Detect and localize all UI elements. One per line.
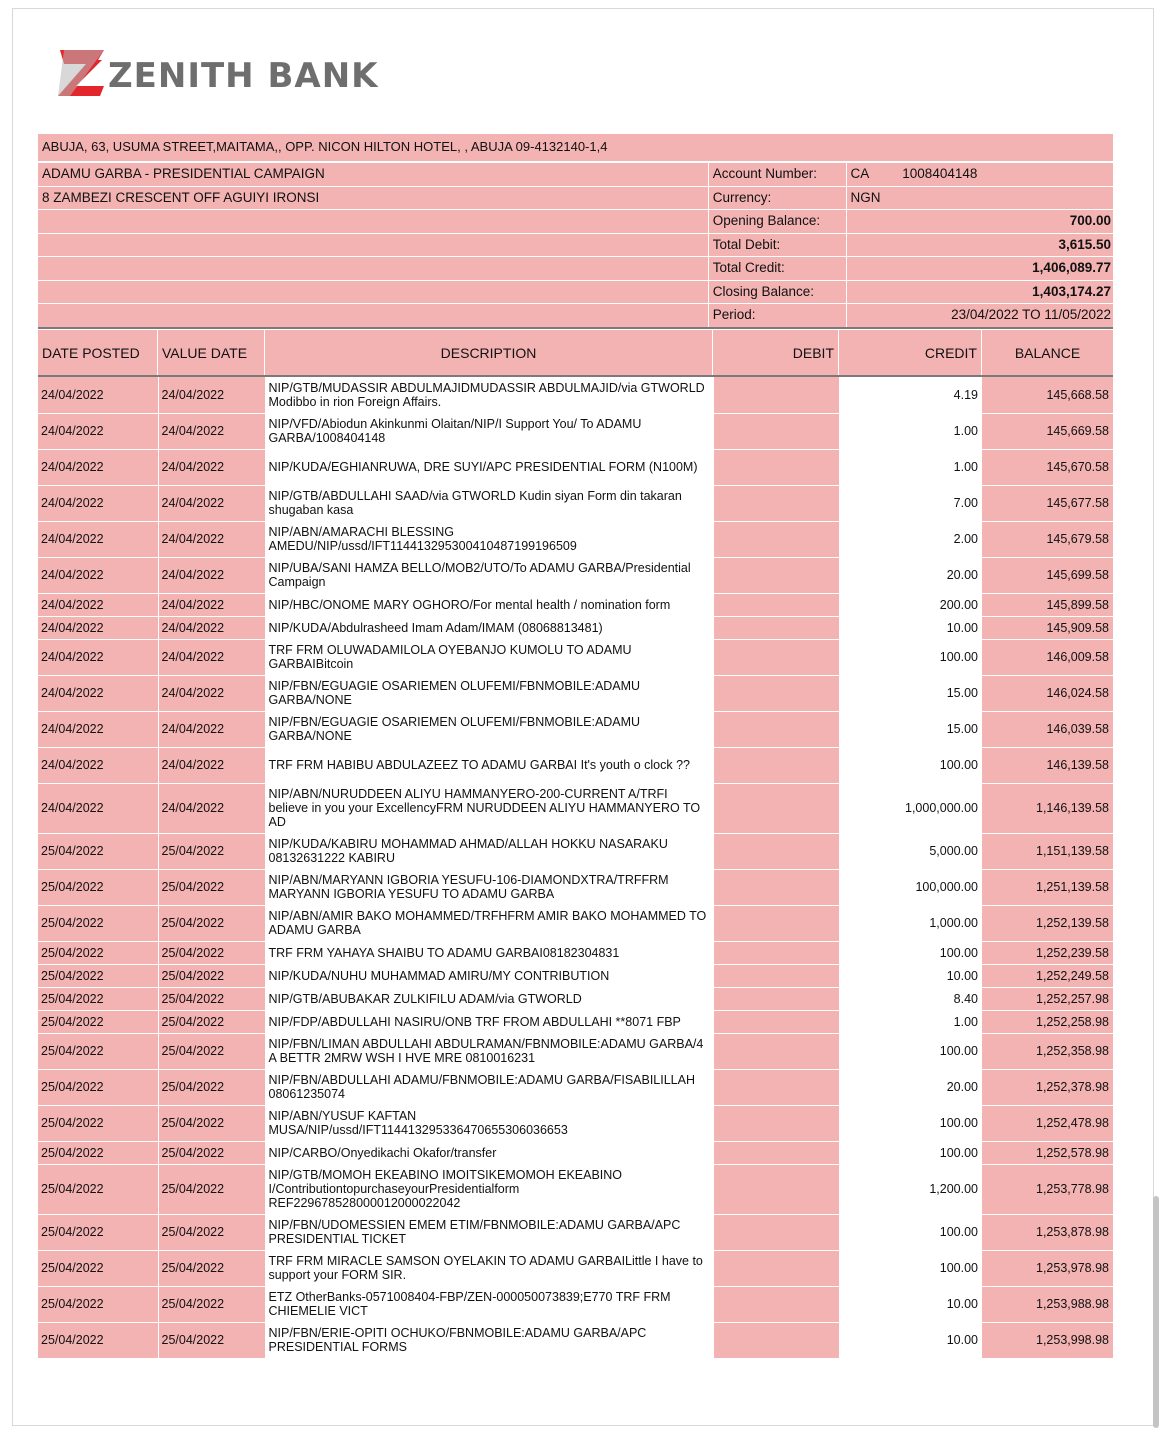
credit-cell: 4.19 (839, 377, 982, 413)
date-posted-cell: 24/04/2022 (38, 747, 158, 783)
table-row (38, 941, 1113, 964)
customer-name: ADAMU GARBA - PRESIDENTIAL CAMPAIGN (38, 163, 708, 187)
col-value-date: VALUE DATE (158, 330, 265, 375)
closing-balance-label: Closing Balance: (709, 281, 846, 305)
col-date-posted: DATE POSTED (38, 330, 158, 375)
value-date-cell: 25/04/2022 (158, 869, 265, 905)
balance-cell: 145,679.58 (982, 521, 1113, 557)
credit-cell: 100.00 (839, 1141, 982, 1164)
balance-cell: 145,899.58 (982, 593, 1113, 616)
balance-cell: 146,039.58 (982, 711, 1113, 747)
value-date-cell: 24/04/2022 (158, 377, 265, 413)
period-label: Period: (709, 304, 846, 328)
balance-cell: 145,670.58 (982, 449, 1113, 485)
description-cell: TRF FRM OLUWADAMILOLA OYEBANJO KUMOLU TO ADAMU GARBAIBitcoin (265, 639, 713, 675)
currency-label: Currency: (709, 187, 846, 211)
description-cell: NIP/KUDA/Abdulrasheed Imam Adam/IMAM (08068813481) (265, 616, 713, 639)
balance-cell: 145,909.58 (982, 616, 1113, 639)
transactions-table (38, 377, 1113, 1359)
table-row (38, 1141, 1113, 1164)
value-date-cell: 24/04/2022 (158, 557, 265, 593)
description-cell: NIP/HBC/ONOME MARY OGHORO/For mental health / nomination form (265, 593, 713, 616)
value-date-cell: 25/04/2022 (158, 833, 265, 869)
value-date-cell: 25/04/2022 (158, 987, 265, 1010)
account-number-label: Account Number: (709, 163, 846, 187)
value-date-cell: 24/04/2022 (158, 675, 265, 711)
account-number-value (847, 163, 1114, 187)
description-cell: TRF FRM HABIBU ABDULAZEEZ TO ADAMU GARBAI It's youth o clock ?? (265, 747, 713, 783)
date-posted-cell: 24/04/2022 (38, 485, 158, 521)
date-posted-cell: 25/04/2022 (38, 1164, 158, 1214)
credit-cell: 20.00 (839, 1069, 982, 1105)
table-row (38, 833, 1113, 869)
table-row (38, 593, 1113, 616)
balance-cell: 1,253,878.98 (982, 1214, 1113, 1250)
table-row (38, 557, 1113, 593)
total-credit-label: Total Credit: (709, 257, 846, 281)
credit-cell: 100.00 (839, 1214, 982, 1250)
col-balance: BALANCE (1014, 345, 1081, 361)
debit-cell (713, 987, 839, 1010)
table-row (38, 616, 1113, 639)
credit-cell: 2.00 (839, 521, 982, 557)
date-posted-cell: 25/04/2022 (38, 1033, 158, 1069)
zenith-z-logo-icon (58, 46, 106, 98)
scrollbar[interactable] (1153, 1196, 1159, 1428)
table-row (38, 1164, 1113, 1214)
credit-cell: 10.00 (839, 616, 982, 639)
date-posted-cell: 25/04/2022 (38, 941, 158, 964)
balance-cell: 1,252,249.58 (982, 964, 1113, 987)
debit-cell (713, 1010, 839, 1033)
table-row (38, 1010, 1113, 1033)
balance-cell: 1,253,778.98 (982, 1164, 1113, 1214)
opening-balance-label: Opening Balance: (709, 210, 846, 234)
statement-header (38, 134, 1113, 328)
value-date-cell: 25/04/2022 (158, 1141, 265, 1164)
table-header (38, 330, 1113, 375)
description-cell: NIP/FDP/ABDULLAHI NASIRU/ONB TRF FROM ABDULLAHI **8071 FBP (265, 1010, 713, 1033)
date-posted-cell: 24/04/2022 (38, 616, 158, 639)
debit-cell (713, 869, 839, 905)
balance-cell: 1,253,988.98 (982, 1286, 1113, 1322)
debit-cell (713, 941, 839, 964)
date-posted-cell: 25/04/2022 (38, 1214, 158, 1250)
description-cell: NIP/KUDA/EGHIANRUWA, DRE SUYI/APC PRESIDENTIAL FORM (N100M) (265, 449, 713, 485)
table-row (38, 747, 1113, 783)
date-posted-cell: 25/04/2022 (38, 987, 158, 1010)
credit-cell: 10.00 (839, 1286, 982, 1322)
date-posted-cell: 24/04/2022 (38, 593, 158, 616)
description-cell: NIP/ABN/YUSUF KAFTAN MUSA/NIP/ussd/IFT114413295336470655306036653 (265, 1105, 713, 1141)
credit-cell: 20.00 (839, 557, 982, 593)
balance-cell: 146,009.58 (982, 639, 1113, 675)
description-cell: NIP/FBN/EGUAGIE OSARIEMEN OLUFEMI/FBNMOBILE:ADAMU GARBA/NONE (265, 675, 713, 711)
credit-cell: 10.00 (839, 964, 982, 987)
credit-cell: 100.00 (839, 639, 982, 675)
description-cell: NIP/GTB/ABUBAKAR ZULKIFILU ADAM/via GTWORLD (265, 987, 713, 1010)
total-debit-label: Total Debit: (709, 234, 846, 258)
credit-cell: 1.00 (839, 413, 982, 449)
opening-balance-value: 700.00 (847, 210, 1114, 234)
balance-cell: 1,251,139.58 (982, 869, 1113, 905)
description-cell: NIP/GTB/MOMOH EKEABINO IMOITSIKEMOMOH EKEABINO I/ContributiontopurchaseyourPresidentialform REF229678528000012000022042 (265, 1164, 713, 1214)
value-date-cell: 24/04/2022 (158, 485, 265, 521)
col-description: DESCRIPTION (265, 330, 713, 375)
value-date-cell: 24/04/2022 (158, 616, 265, 639)
balance-cell: 1,252,358.98 (982, 1033, 1113, 1069)
debit-cell (713, 1322, 839, 1358)
debit-cell (713, 639, 839, 675)
description-cell: NIP/FBN/ABDULLAHI ADAMU/FBNMOBILE:ADAMU GARBA/FISABILILLAH 08061235074 (265, 1069, 713, 1105)
description-cell: NIP/ABN/AMIR BAKO MOHAMMED/TRFHFRM AMIR BAKO MOHAMMED TO ADAMU GARBA (265, 905, 713, 941)
table-row (38, 1322, 1113, 1358)
value-date-cell: 25/04/2022 (158, 941, 265, 964)
value-date-cell: 24/04/2022 (158, 521, 265, 557)
col-credit: CREDIT (839, 330, 982, 375)
date-posted-cell: 24/04/2022 (38, 413, 158, 449)
date-posted-cell: 24/04/2022 (38, 377, 158, 413)
date-posted-cell: 24/04/2022 (38, 557, 158, 593)
credit-cell: 15.00 (839, 711, 982, 747)
table-row (38, 1105, 1113, 1141)
debit-cell (713, 449, 839, 485)
description-cell: TRF FRM MIRACLE SAMSON OYELAKIN TO ADAMU GARBAILittle I have to support your FORM SIR. (265, 1250, 713, 1286)
credit-cell: 10.00 (839, 1322, 982, 1358)
debit-cell (713, 1033, 839, 1069)
date-posted-cell: 25/04/2022 (38, 1105, 158, 1141)
description-cell: NIP/VFD/Abiodun Akinkunmi Olaitan/NIP/I Support You/ To ADAMU GARBA/1008404148 (265, 413, 713, 449)
credit-cell: 100.00 (839, 747, 982, 783)
description-cell: NIP/FBN/EGUAGIE OSARIEMEN OLUFEMI/FBNMOBILE:ADAMU GARBA/NONE (265, 711, 713, 747)
table-row (38, 987, 1113, 1010)
debit-cell (713, 1141, 839, 1164)
credit-cell: 100.00 (839, 1033, 982, 1069)
table-row (38, 1250, 1113, 1286)
value-date-cell: 24/04/2022 (158, 783, 265, 833)
debit-cell (713, 377, 839, 413)
value-date-cell: 25/04/2022 (158, 1322, 265, 1358)
value-date-cell: 25/04/2022 (158, 905, 265, 941)
debit-cell (713, 485, 839, 521)
date-posted-cell: 24/04/2022 (38, 521, 158, 557)
credit-cell: 1.00 (839, 1010, 982, 1033)
credit-cell: 1.00 (839, 449, 982, 485)
balance-cell: 146,139.58 (982, 747, 1113, 783)
balance-cell: 145,669.58 (982, 413, 1113, 449)
customer-address: 8 ZAMBEZI CRESCENT OFF AGUIYI IRONSI (38, 187, 708, 211)
description-cell: NIP/CARBO/Onyedikachi Okafor/transfer (265, 1141, 713, 1164)
balance-cell: 1,146,139.58 (982, 783, 1113, 833)
balance-cell: 1,253,998.98 (982, 1322, 1113, 1358)
description-cell: NIP/FBN/LIMAN ABDULLAHI ABDULRAMAN/FBNMOBILE:ADAMU GARBA/4 A BETTR 2MRW WSH I HVE MRE 0810016231 (265, 1033, 713, 1069)
description-cell: TRF FRM YAHAYA SHAIBU TO ADAMU GARBAI08182304831 (265, 941, 713, 964)
date-posted-cell: 24/04/2022 (38, 449, 158, 485)
table-row (38, 1286, 1113, 1322)
currency-value: NGN (847, 187, 1114, 211)
balance-cell: 1,252,239.58 (982, 941, 1113, 964)
credit-cell: 15.00 (839, 675, 982, 711)
date-posted-cell: 25/04/2022 (38, 1250, 158, 1286)
value-date-cell: 25/04/2022 (158, 1214, 265, 1250)
balance-cell: 1,252,139.58 (982, 905, 1113, 941)
table-row (38, 905, 1113, 941)
date-posted-cell: 25/04/2022 (38, 1286, 158, 1322)
debit-cell (713, 521, 839, 557)
credit-cell: 1,200.00 (839, 1164, 982, 1214)
value-date-cell: 24/04/2022 (158, 449, 265, 485)
debit-cell (713, 783, 839, 833)
balance-cell: 1,151,139.58 (982, 833, 1113, 869)
period-value: 23/04/2022 TO 11/05/2022 (847, 304, 1114, 328)
table-row (38, 521, 1113, 557)
table-row (38, 1214, 1113, 1250)
description-cell: NIP/KUDA/NUHU MUHAMMAD AMIRU/MY CONTRIBUTION (265, 964, 713, 987)
date-posted-cell: 25/04/2022 (38, 1322, 158, 1358)
balance-cell: 145,677.58 (982, 485, 1113, 521)
credit-cell: 100.00 (839, 941, 982, 964)
debit-cell (713, 593, 839, 616)
date-posted-cell: 25/04/2022 (38, 1141, 158, 1164)
value-date-cell: 25/04/2022 (158, 1250, 265, 1286)
balance-cell: 1,252,578.98 (982, 1141, 1113, 1164)
description-cell: NIP/GTB/ABDULLAHI SAAD/via GTWORLD Kudin siyan Form din takaran shugaban kasa (265, 485, 713, 521)
value-date-cell: 24/04/2022 (158, 593, 265, 616)
value-date-cell: 25/04/2022 (158, 1010, 265, 1033)
date-posted-cell: 25/04/2022 (38, 833, 158, 869)
table-row (38, 675, 1113, 711)
debit-cell (713, 747, 839, 783)
debit-cell (713, 1214, 839, 1250)
description-cell: NIP/ABN/MARYANN IGBORIA YESUFU-106-DIAMONDXTRA/TRFFRM MARYANN IGBORIA YESUFU TO ADAMU GARBA (265, 869, 713, 905)
balance-cell: 145,668.58 (982, 377, 1113, 413)
description-cell: NIP/UBA/SANI HAMZA BELLO/MOB2/UTO/To ADAMU GARBA/Presidential Campaign (265, 557, 713, 593)
table-row (38, 413, 1113, 449)
total-credit-value: 1,406,089.77 (847, 257, 1114, 281)
balance-cell: 146,024.58 (982, 675, 1113, 711)
total-debit-value: 3,615.50 (847, 234, 1114, 258)
date-posted-cell: 25/04/2022 (38, 905, 158, 941)
debit-cell (713, 1105, 839, 1141)
balance-cell: 1,252,478.98 (982, 1105, 1113, 1141)
table-row (38, 377, 1113, 413)
description-cell: NIP/FBN/ERIE-OPITI OCHUKO/FBNMOBILE:ADAMU GARBA/APC PRESIDENTIAL FORMS (265, 1322, 713, 1358)
balance-cell: 145,699.58 (982, 557, 1113, 593)
debit-cell (713, 905, 839, 941)
date-posted-cell: 25/04/2022 (38, 1069, 158, 1105)
table-row (38, 1069, 1113, 1105)
date-posted-cell: 24/04/2022 (38, 783, 158, 833)
date-posted-cell: 24/04/2022 (38, 675, 158, 711)
description-cell: NIP/GTB/MUDASSIR ABDULMAJIDMUDASSIR ABDULMAJID/via GTWORLD Modibbo in rion Foreign Affairs. (265, 377, 713, 413)
balance-cell: 1,253,978.98 (982, 1250, 1113, 1286)
closing-balance-value: 1,403,174.27 (847, 281, 1114, 305)
debit-cell (713, 616, 839, 639)
debit-cell (713, 413, 839, 449)
balance-cell: 1,252,257.98 (982, 987, 1113, 1010)
value-date-cell: 24/04/2022 (158, 639, 265, 675)
value-date-cell: 25/04/2022 (158, 1033, 265, 1069)
zenith-bank-logo (58, 44, 379, 100)
account-summary (38, 163, 1113, 328)
balance-cell: 1,252,258.98 (982, 1010, 1113, 1033)
date-posted-cell: 24/04/2022 (38, 711, 158, 747)
credit-cell: 7.00 (839, 485, 982, 521)
value-date-cell: 25/04/2022 (158, 964, 265, 987)
debit-cell (713, 964, 839, 987)
description-cell: ETZ OtherBanks-0571008404-FBP/ZEN-000050073839;E770 TRF FRM CHIEMELIE VICT (265, 1286, 713, 1322)
value-date-cell: 25/04/2022 (158, 1069, 265, 1105)
debit-cell (713, 557, 839, 593)
account-type: CA (850, 166, 869, 181)
description-cell: NIP/FBN/UDOMESSIEN EMEM ETIM/FBNMOBILE:ADAMU GARBA/APC PRESIDENTIAL TICKET (265, 1214, 713, 1250)
description-cell: NIP/ABN/NURUDDEEN ALIYU HAMMANYERO-200-CURRENT A/TRFI believe in you your ExcellencyFRM NURUDDEEN ALIYU HAMMANYERO TO AD (265, 783, 713, 833)
value-date-cell: 24/04/2022 (158, 413, 265, 449)
debit-cell (713, 1286, 839, 1322)
table-row (38, 485, 1113, 521)
table-row (38, 1033, 1113, 1069)
table-row (38, 783, 1113, 833)
debit-cell (713, 1250, 839, 1286)
debit-cell (713, 833, 839, 869)
table-row (38, 964, 1113, 987)
balance-cell: 1,252,378.98 (982, 1069, 1113, 1105)
date-posted-cell: 25/04/2022 (38, 964, 158, 987)
table-row (38, 639, 1113, 675)
transactions-body (38, 377, 1113, 1358)
value-date-cell: 25/04/2022 (158, 1164, 265, 1214)
col-debit: DEBIT (713, 330, 839, 375)
description-cell: NIP/KUDA/KABIRU MOHAMMAD AHMAD/ALLAH HOKKU NASARAKU 08132631222 KABIRU (265, 833, 713, 869)
credit-cell: 200.00 (839, 593, 982, 616)
credit-cell: 8.40 (839, 987, 982, 1010)
credit-cell: 100.00 (839, 1105, 982, 1141)
date-posted-cell: 25/04/2022 (38, 869, 158, 905)
credit-cell: 1,000,000.00 (839, 783, 982, 833)
credit-cell: 100.00 (839, 1250, 982, 1286)
brand-name: ZENITH BANK (108, 56, 379, 96)
credit-cell: 5,000.00 (839, 833, 982, 869)
table-row (38, 449, 1113, 485)
debit-cell (713, 675, 839, 711)
date-posted-cell: 24/04/2022 (38, 639, 158, 675)
debit-cell (713, 1069, 839, 1105)
account-number: 1008404148 (902, 166, 978, 181)
date-posted-cell: 25/04/2022 (38, 1010, 158, 1033)
branch-address: ABUJA, 63, USUMA STREET,MAITAMA,, OPP. NICON HILTON HOTEL, , ABUJA 09-4132140-1,4 (38, 134, 1113, 163)
value-date-cell: 25/04/2022 (158, 1286, 265, 1322)
table-row (38, 869, 1113, 905)
credit-cell: 100,000.00 (839, 869, 982, 905)
description-cell: NIP/ABN/AMARACHI BLESSING AMEDU/NIP/ussd/IFT11441329530041048719919650​9 (265, 521, 713, 557)
debit-cell (713, 711, 839, 747)
table-row (38, 711, 1113, 747)
value-date-cell: 24/04/2022 (158, 747, 265, 783)
value-date-cell: 24/04/2022 (158, 711, 265, 747)
header-divider (38, 327, 1113, 329)
credit-cell: 1,000.00 (839, 905, 982, 941)
debit-cell (713, 1164, 839, 1214)
value-date-cell: 25/04/2022 (158, 1105, 265, 1141)
